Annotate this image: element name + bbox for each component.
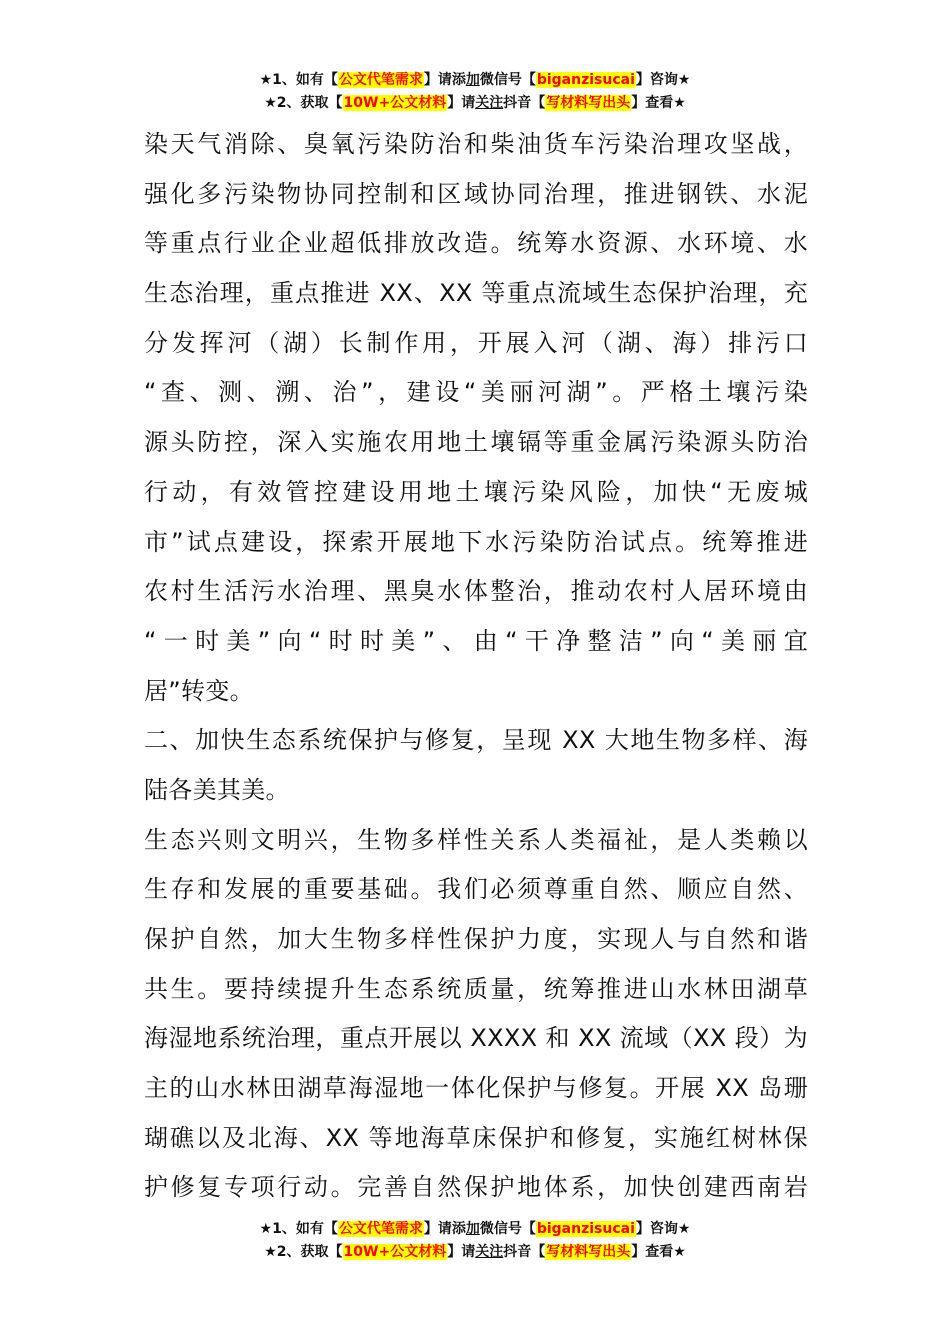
banner-emphasis: 关注 — [475, 95, 504, 111]
banner-text: 抖音【 — [503, 95, 546, 111]
footer-banner — [0, 1219, 950, 1265]
service-highlight: 公文代笔需求 — [338, 72, 423, 88]
section-heading-line: 二、加快生态系统保护与修复，呈现 XX 大地生物多样、海 — [144, 726, 808, 755]
star-icon: ★ — [264, 95, 277, 111]
banner-text: 】请添 — [423, 1221, 466, 1237]
banner-text: 】查看★ — [631, 95, 686, 111]
header-banner — [0, 70, 950, 116]
text-line: 行动，有效管控建设用地土壤污染风险，加快“无废城 — [144, 477, 808, 506]
document-body — [144, 120, 808, 1213]
text-line: 共生。要持续提升生态系统质量，统筹推进山水林田湖草 — [144, 974, 808, 1003]
text-line: 瑚礁以及北海、XX 等地海草床保护和修复，实施红树林保 — [144, 1123, 808, 1152]
text-line: 农村生活污水治理、黑臭水体整治，推动农村人居环境由 — [144, 577, 808, 606]
banner-line-2 — [0, 93, 950, 116]
banner-text: 】咨询★ — [635, 1221, 691, 1237]
text-line: 源头防控，深入实施农用地土壤镉等重金属污染源头防治 — [144, 428, 808, 457]
wechat-id-highlight: biganzisucai — [536, 72, 635, 88]
banner-text: 抖音【 — [503, 1244, 546, 1260]
text-line: 护修复专项行动。完善自然保护地体系，加快创建西南岩 — [144, 1173, 808, 1202]
text-line: 染天气消除、臭氧污染防治和柴油货车污染治理攻坚战， — [144, 130, 808, 158]
text-line: “查、测、溯、治”，建设“美丽河湖”。严格土壤污染 — [144, 378, 808, 407]
banner-emphasis: 加 — [465, 1221, 480, 1237]
banner-text: 】请 — [447, 95, 476, 111]
text-line: 主的山水林田湖草海湿地一体化保护与修复。开展 XX 岛珊 — [144, 1074, 808, 1103]
text-line: 海湿地系统治理，重点开展以 XXXX 和 XX 流域（XX 段）为 — [144, 1024, 808, 1053]
wechat-id-highlight: biganzisucai — [536, 1221, 635, 1237]
banner-emphasis: 加 — [465, 72, 480, 88]
douyin-name-highlight: 写材料写出头 — [546, 1244, 631, 1260]
banner-text: 】查看★ — [631, 1244, 686, 1260]
star-icon: ★ — [264, 1244, 277, 1260]
text-line: 保护自然，加大生物多样性保护力度，实现人与自然和谐 — [144, 925, 808, 953]
text-line: 生态兴则文明兴，生物多样性关系人类福祉，是人类赖以 — [144, 825, 808, 854]
offer-highlight: 10W+公文材料 — [343, 95, 447, 111]
text-line: 强化多污染物协同控制和区域协同治理，推进钢铁、水泥 — [144, 179, 808, 208]
text-line: 生态治理，重点推进 XX、XX 等重点流域生态保护治理，充 — [144, 279, 808, 308]
banner-text: 】请 — [447, 1244, 476, 1260]
text-line: 市”试点建设，探索开展地下水污染防治试点。统筹推进 — [144, 527, 808, 556]
banner-line-1 — [0, 70, 950, 93]
banner-text: 微信号【 — [479, 1221, 536, 1237]
offer-highlight: 10W+公文材料 — [343, 1244, 447, 1260]
text-line: 生存和发展的重要基础。我们必须尊重自然、顺应自然、 — [144, 875, 808, 904]
banner-text: 2、获取【 — [276, 95, 343, 111]
service-highlight: 公文代笔需求 — [338, 1221, 423, 1237]
banner-text: 2、获取【 — [276, 1244, 343, 1260]
banner-text: 】请添 — [423, 72, 466, 88]
douyin-name-highlight: 写材料写出头 — [546, 95, 631, 111]
star-icon: ★ — [259, 72, 273, 88]
banner-text: 1、如有【 — [272, 72, 338, 88]
banner-line-1 — [0, 1219, 950, 1242]
star-icon: ★ — [259, 1221, 273, 1237]
section-heading-end-line: 陆各美其美。 — [144, 775, 290, 804]
text-line: 等重点行业企业超低排放改造。统筹水资源、水环境、水 — [144, 229, 808, 258]
banner-text: 微信号【 — [479, 72, 536, 88]
text-line: “一时美”向“时时美”、由“干净整洁”向“美丽宜 — [144, 626, 808, 655]
banner-emphasis: 关注 — [475, 1244, 504, 1260]
banner-line-2 — [0, 1242, 950, 1265]
banner-text: 】咨询★ — [635, 72, 691, 88]
text-line: 分发挥河（湖）长制作用，开展入河（湖、海）排污口 — [144, 328, 808, 357]
banner-text: 1、如有【 — [272, 1221, 338, 1237]
paragraph-end-line: 居”转变。 — [144, 676, 254, 705]
